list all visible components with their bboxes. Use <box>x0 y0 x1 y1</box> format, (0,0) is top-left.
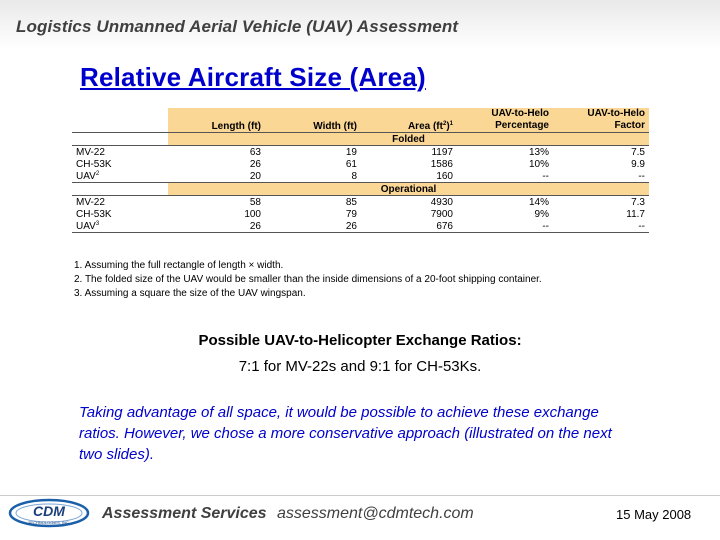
row-pct: 10% <box>528 158 549 170</box>
header-length: Length (ft) <box>168 108 265 133</box>
header-factor-line2: Factor <box>614 120 645 131</box>
section-row-operational <box>72 183 649 196</box>
header-pct-line2: Percentage <box>495 120 549 131</box>
footer-email-link[interactable]: assessment@cdmtech.com <box>277 505 474 522</box>
header-factor-line1: UAV-to-Helo <box>587 108 645 119</box>
table-row <box>72 208 649 220</box>
row-note: 3 <box>95 220 100 227</box>
header-percentage <box>457 108 553 133</box>
cdm-logo-icon <box>8 496 90 530</box>
header-width: Width (ft) <box>265 108 361 133</box>
cdm-logo <box>8 496 90 530</box>
row-name: MV-22 <box>76 146 105 158</box>
row-area: 7900 <box>430 208 453 220</box>
footer-divider <box>0 495 720 496</box>
footnote-1: 1. Assuming the full rectangle of length × width. <box>74 260 284 271</box>
row-width: 26 <box>345 220 357 232</box>
row-name-with-note <box>72 220 168 233</box>
row-name-with-note <box>72 170 168 183</box>
table-row <box>72 146 649 159</box>
row-width: 61 <box>345 158 357 170</box>
row-length: 58 <box>249 196 261 208</box>
row-factor: 11.7 <box>626 208 645 220</box>
slide-title: Relative Aircraft Size (Area) <box>80 62 426 92</box>
row-area: 1586 <box>430 158 453 170</box>
row-factor: 7.3 <box>631 196 645 208</box>
section-blank-cell <box>72 133 168 146</box>
row-factor: 7.5 <box>631 146 645 158</box>
footer-date: 15 May 2008 <box>616 507 692 522</box>
row-length: 26 <box>249 220 261 232</box>
row-area: 4930 <box>430 196 453 208</box>
row-length: 100 <box>244 208 261 220</box>
section-label-operational: Operational <box>168 183 649 196</box>
row-name: CH-53K <box>76 158 112 170</box>
footnote-2: 2. The folded size of the UAV would be smaller than the inside dimensions of a 20-foot shipping container. <box>74 274 542 285</box>
header-pct-line1: UAV-to-Helo <box>491 108 549 119</box>
table-row <box>72 158 649 170</box>
row-area: 1197 <box>431 146 453 158</box>
row-area: 676 <box>436 220 453 232</box>
header-title: Logistics Unmanned Aerial Vehicle (UAV) Assessment <box>16 17 459 36</box>
footer-services: Assessment Services <box>102 505 267 522</box>
header-area-sup: 2 <box>442 121 447 127</box>
table-row <box>72 220 649 233</box>
header-area-label: Area (ft <box>407 121 443 132</box>
logo-subtext: TECHNOLOGIES, INC. <box>27 520 71 525</box>
footnote-3: 3. Assuming a square the size of the UAV wingspan. <box>74 288 306 299</box>
section-blank-cell <box>72 183 168 196</box>
row-name: MV-22 <box>76 196 105 208</box>
row-pct: -- <box>542 220 549 232</box>
row-width: 19 <box>345 146 357 158</box>
row-name: CH-53K <box>76 208 112 220</box>
exchange-ratio-heading: Possible UAV-to-Helicopter Exchange Ratios: <box>198 332 522 349</box>
row-pct: 14% <box>528 196 549 208</box>
header-area-note: 1 <box>449 121 453 127</box>
row-name: UAV <box>76 170 96 182</box>
header-area-close: ) <box>446 121 450 132</box>
logo-text: CDM <box>33 503 65 519</box>
approach-note: Taking advantage of all space, it would be possible to achieve these exchange ratios. However, we chose a more conservative approach (illustrated on the next two slides). <box>79 404 612 463</box>
table-row <box>72 170 649 183</box>
table-header-row <box>72 108 649 133</box>
table-footnotes <box>74 259 542 301</box>
row-factor: 9.9 <box>631 158 645 170</box>
row-length: 26 <box>249 158 261 170</box>
section-row-folded <box>72 133 649 146</box>
row-width: 85 <box>345 196 357 208</box>
row-width: 8 <box>351 170 357 182</box>
exchange-ratio-detail: 7:1 for MV-22s and 9:1 for CH-53Ks. <box>238 358 482 375</box>
header-factor <box>553 108 649 133</box>
row-length: 20 <box>249 170 261 182</box>
row-area: 160 <box>436 170 453 182</box>
row-factor: -- <box>638 170 645 182</box>
header-area <box>361 108 457 133</box>
row-pct: -- <box>542 170 549 182</box>
row-factor: -- <box>638 220 645 232</box>
row-length: 63 <box>249 146 261 158</box>
row-note: 2 <box>95 170 100 177</box>
section-label-folded: Folded <box>168 133 649 146</box>
table-row <box>72 196 649 209</box>
row-width: 79 <box>345 208 357 220</box>
size-table-wrapper <box>72 108 649 233</box>
aircraft-size-table <box>72 108 649 233</box>
row-pct: 9% <box>534 208 549 220</box>
row-pct: 13% <box>528 146 549 158</box>
header-blank-cell <box>72 108 168 133</box>
row-name: UAV <box>76 220 96 232</box>
